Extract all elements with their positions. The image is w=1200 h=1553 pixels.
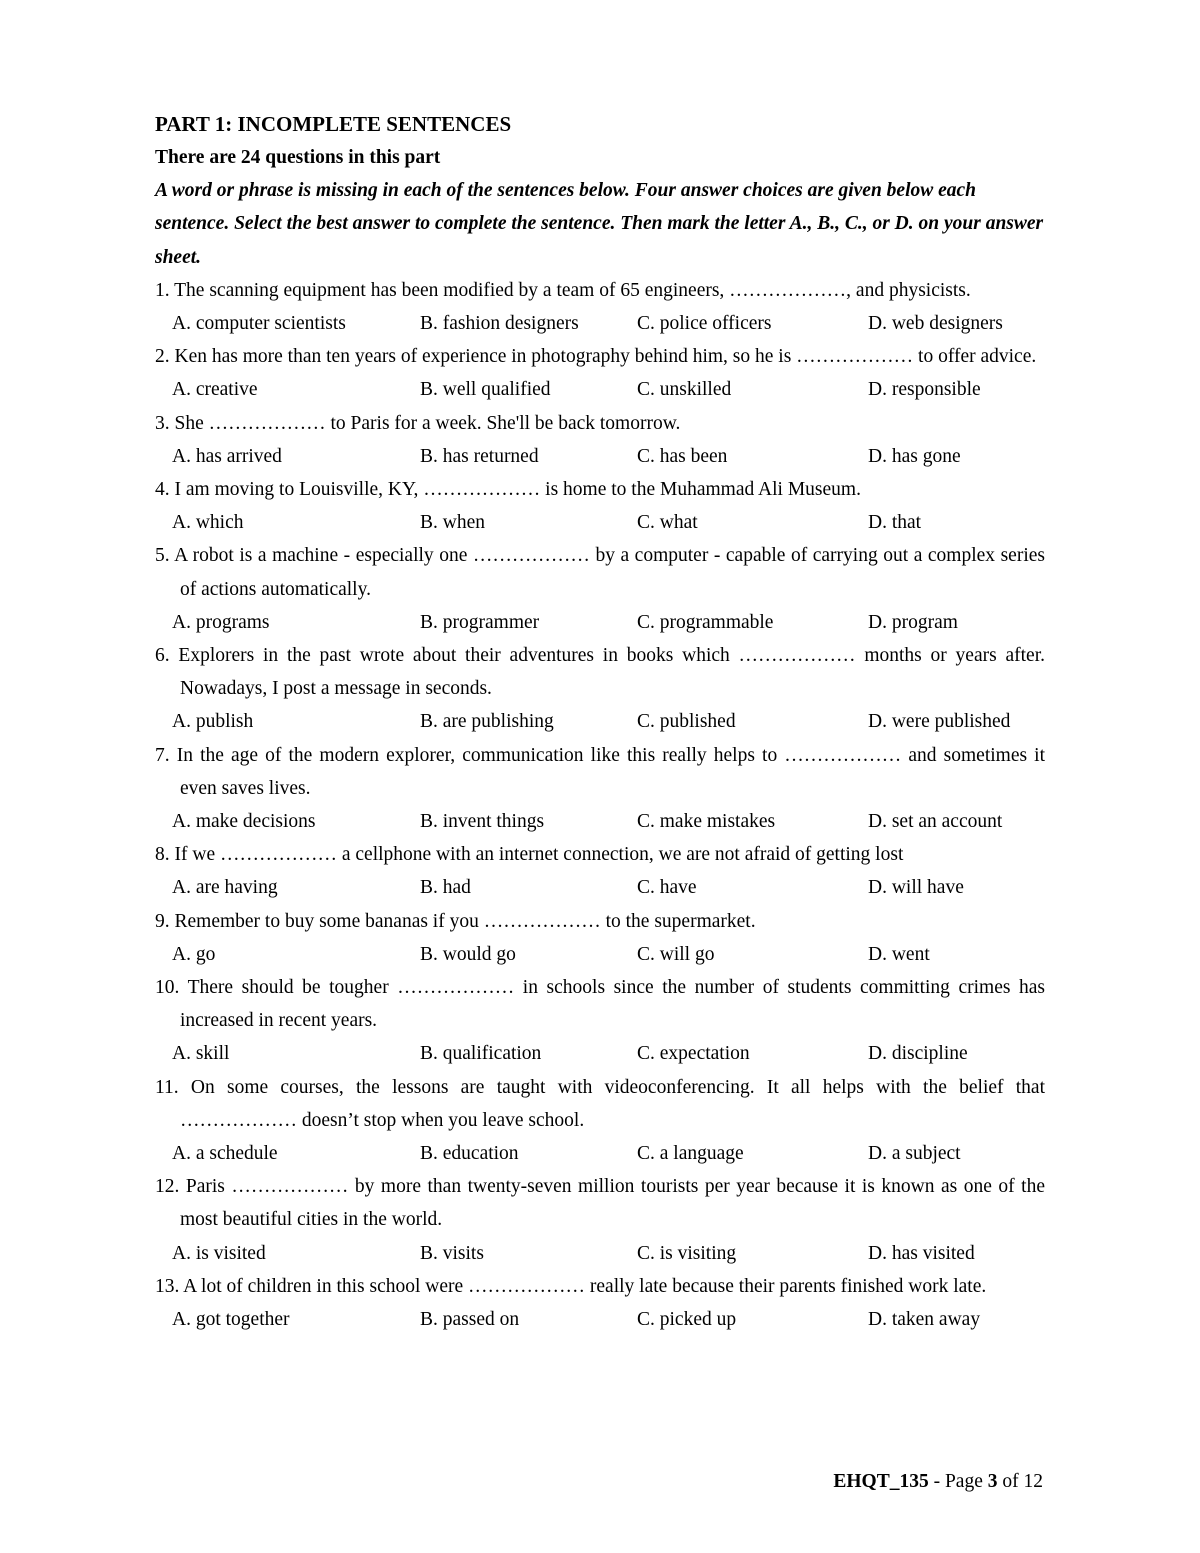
question-13 [155,1270,1045,1336]
option-c: C. expectation [637,1043,750,1065]
question-count: There are 24 questions in this part [155,147,441,168]
question-stem: 3. She ……………… to Paris for a week. She'll be back tomorrow. [155,412,681,434]
option-d: D. responsible [868,379,981,401]
option-c: C. programmable [637,611,774,633]
option-d: D. web designers [868,313,1003,335]
question-stem: 4. I am moving to Louisville, KY, ……………… is home to the Muhammad Ali Museum. [155,479,861,501]
question-5 [155,539,1045,639]
question-stem: 9. Remember to buy some bananas if you ……………… to the supermarket. [155,910,756,932]
question-1 [155,274,1045,340]
option-c: C. will go [637,943,715,965]
option-b: B. programmer [420,611,540,633]
page-total: of 12 [997,1471,1043,1492]
question-9 [155,905,1045,971]
instructions: A word or phrase is missing in each of the sentences below. Four answer choices are given below each sentence. Select the best answer to complete the sentence. Then mark the letter A., B., C., or D. on your answer sheet. [155,180,1044,268]
question-2 [155,340,1045,406]
option-c: C. published [637,711,736,733]
question-list [155,274,1045,1336]
answer-options [155,805,1045,838]
option-c: C. picked up [637,1309,737,1330]
answer-options [155,705,1045,738]
option-c: C. police officers [637,313,772,335]
option-a: A. computer scientists [172,313,346,335]
option-a: A. are having [172,877,278,899]
option-c: C. have [637,877,697,899]
question-11 [155,1071,1045,1171]
option-b: B. fashion designers [420,313,579,335]
option-b: B. well qualified [420,379,551,401]
answer-options [155,373,1045,406]
question-7 [155,739,1045,839]
option-a: A. make decisions [172,811,316,833]
answer-options [155,506,1045,539]
question-10 [155,971,1045,1071]
answer-options [155,871,1045,904]
option-a: A. got together [172,1309,290,1330]
question-stem: 7. In the age of the modern explorer, communication like this really helps to ……………… and sometimes it even saves lives. [155,744,1045,799]
option-b: B. qualification [420,1043,542,1065]
option-b: B. are publishing [420,711,554,733]
option-c: C. what [637,512,698,534]
option-a: A. is visited [172,1242,266,1264]
answer-options [155,1037,1045,1070]
page-footer [833,1471,1043,1493]
option-a: A. programs [172,611,270,633]
option-a: A. go [172,943,216,965]
option-a: A. publish [172,711,254,733]
option-a: A. a schedule [172,1143,278,1165]
question-stem: 13. A lot of children in this school were ……………… really late because their parents finished work late. [155,1275,987,1297]
question-stem: 6. Explorers in the past wrote about their adventures in books which ……………… months or years after. Nowadays, I post a message in seconds. [155,645,1045,700]
option-d: D. were published [868,711,1011,733]
option-d: D. that [868,512,922,534]
option-d: D. has gone [868,445,961,467]
question-stem: 12. Paris ……………… by more than twenty-seven million tourists per year because it is known as one of the most beautiful cities in the world. [155,1176,1045,1231]
answer-options [155,307,1045,340]
option-a: A. has arrived [172,445,282,467]
option-c: C. unskilled [637,379,732,401]
option-a: A. creative [172,379,258,401]
answer-options [155,1237,1045,1270]
option-d: D. taken away [868,1309,981,1330]
question-3 [155,407,1045,473]
option-b: B. education [420,1143,519,1165]
option-c: C. make mistakes [637,811,776,833]
question-stem: 8. If we ……………… a cellphone with an internet connection, we are not afraid of getting lost [155,844,904,866]
question-stem: 11. On some courses, the lessons are taught with videoconferencing. It all helps with the belief that ……………… doesn’t stop when you leave school. [155,1076,1045,1131]
option-b: B. has returned [420,445,539,467]
answer-options [155,938,1045,971]
answer-options [155,1137,1045,1170]
question-stem: 5. A robot is a machine - especially one ……………… by a computer - capable of carrying out a complex series of actions automatically. [155,545,1045,600]
option-b: B. would go [420,943,516,965]
option-c: C. has been [637,445,728,467]
answer-options [155,606,1045,639]
part-title: PART 1: INCOMPLETE SENTENCES [155,112,512,136]
question-stem: 2. Ken has more than ten years of experience in photography behind him, so he is ……………… to offer advice. [155,346,1037,368]
option-c: C. is visiting [637,1242,737,1264]
document-code: EHQT_135 [833,1471,929,1492]
question-6 [155,639,1045,739]
option-d: D. discipline [868,1043,968,1065]
option-d: D. set an account [868,811,1003,833]
question-4 [155,473,1045,539]
option-b: B. when [420,512,485,534]
option-b: B. had [420,877,471,899]
option-a: A. which [172,512,244,534]
page-number: 3 [987,1471,998,1492]
option-d: D. has visited [868,1242,975,1264]
option-a: A. skill [172,1043,230,1065]
answer-options [155,440,1045,473]
document-page [155,108,1045,1336]
option-b: B. invent things [420,811,545,833]
option-b: B. passed on [420,1309,520,1330]
option-d: D. went [868,943,930,965]
option-c: C. a language [637,1143,744,1165]
option-d: D. program [868,611,958,633]
question-stem: 10. There should be tougher ……………… in schools since the number of students committing crimes has increased in recent years. [155,977,1045,1032]
option-b: B. visits [420,1242,484,1264]
answer-options [155,1303,1045,1336]
option-d: D. a subject [868,1143,961,1165]
question-stem: 1. The scanning equipment has been modified by a team of 65 engineers, ………………, and physicists. [155,279,971,301]
page-label: - Page [928,1471,988,1492]
question-12 [155,1170,1045,1270]
question-8 [155,838,1045,904]
option-d: D. will have [868,877,964,899]
